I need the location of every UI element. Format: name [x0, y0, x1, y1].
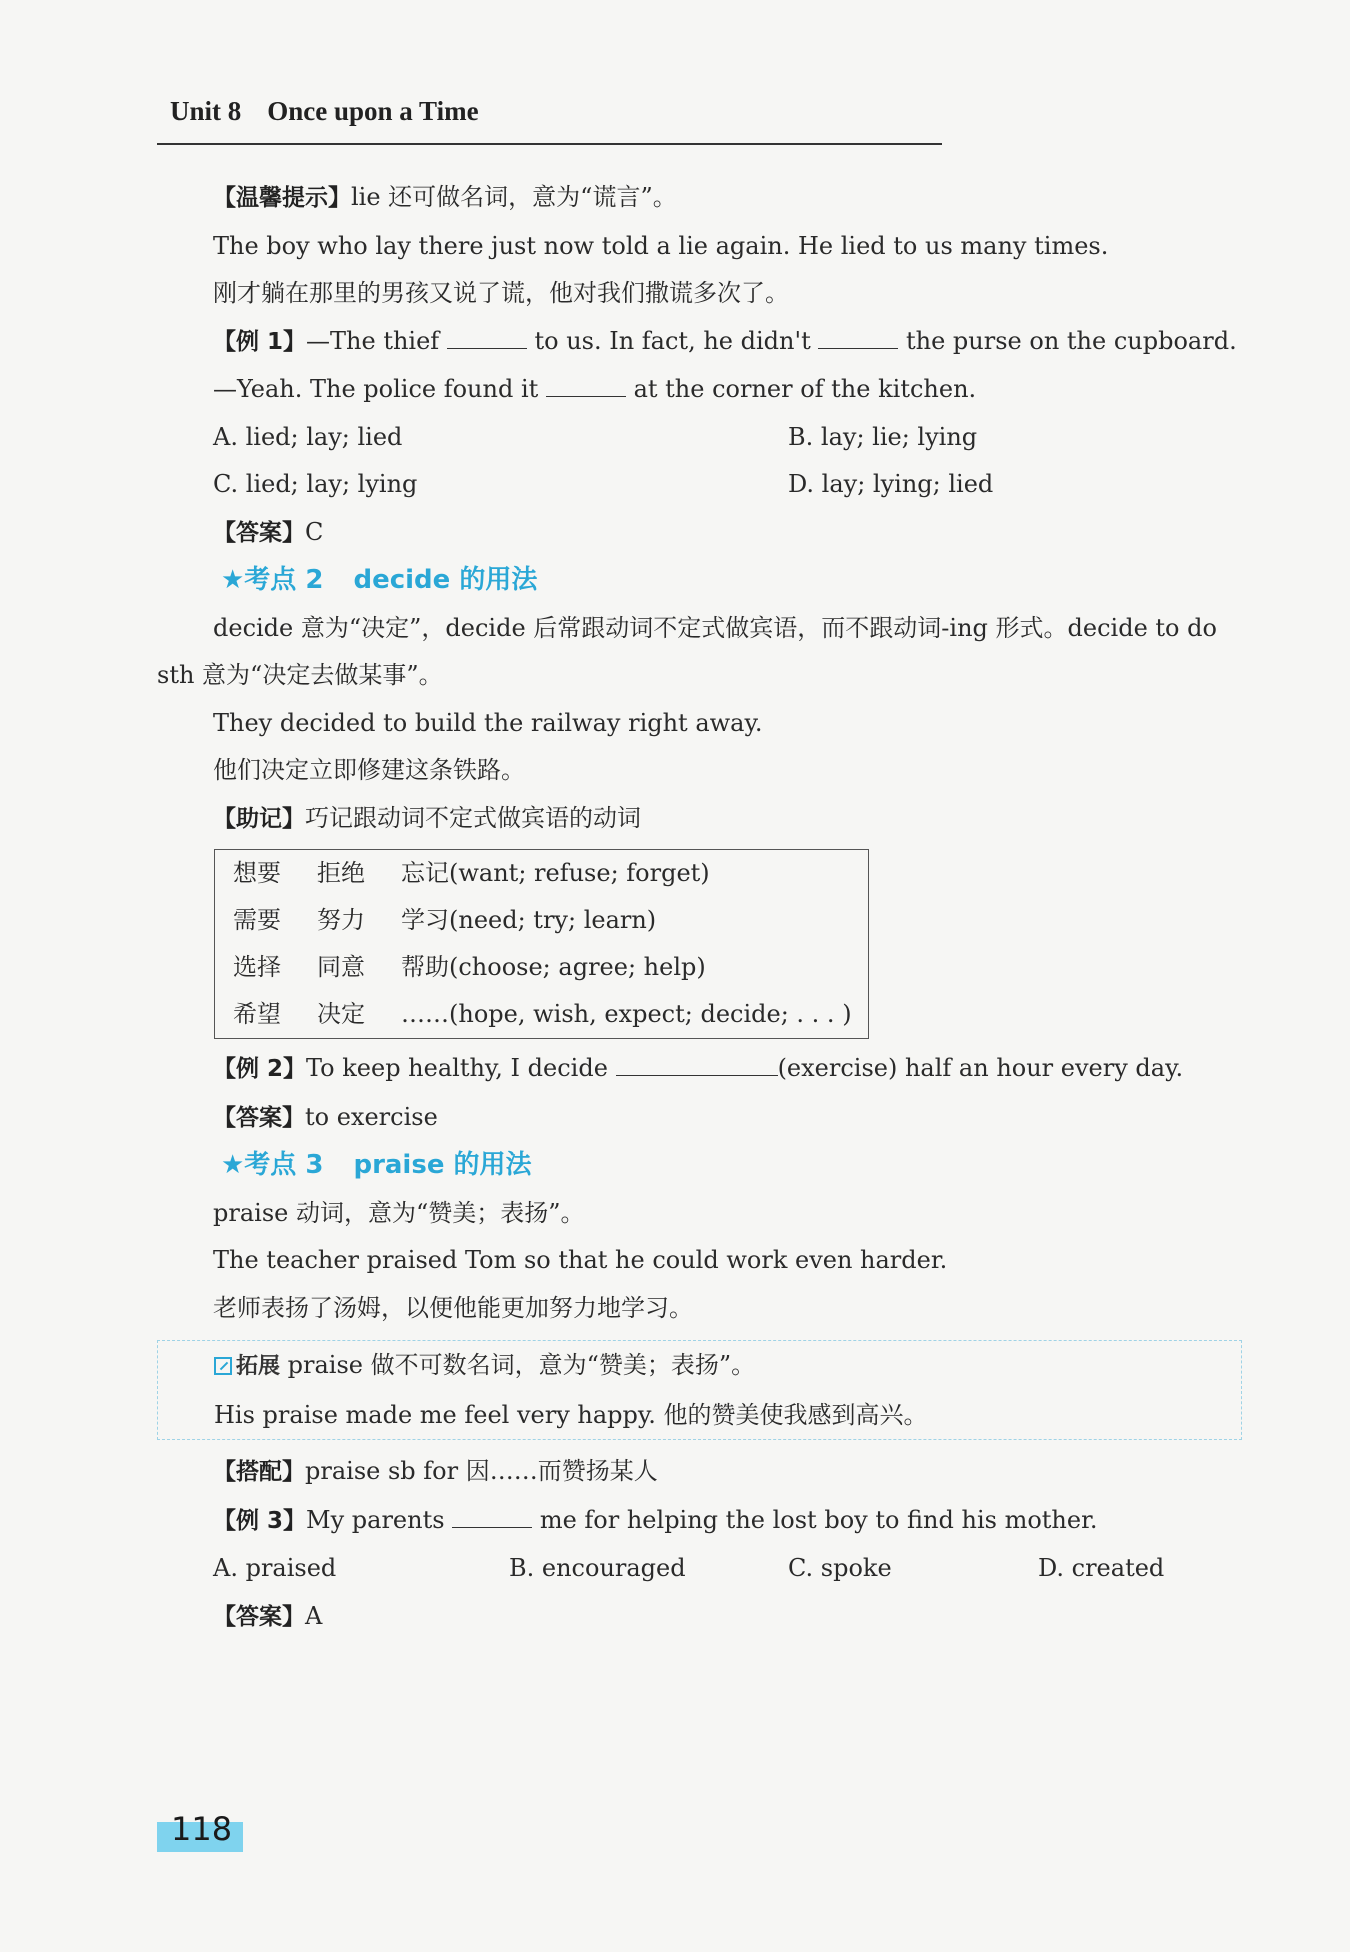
- ex1-q1-c: the purse on the cupboard.: [906, 326, 1237, 355]
- memo-rest: ……(hope, wish, expect; decide; . . . ): [401, 1000, 852, 1028]
- ex1-q1-b: to us. In fact, he didn't: [534, 326, 811, 355]
- ex3-option-c: C. spoke: [788, 1554, 892, 1582]
- ex1-options-row-1: [157, 414, 1247, 462]
- ex2-line: [157, 1045, 1247, 1094]
- page-number-badge: [157, 1810, 243, 1852]
- ex2-answer: [157, 1094, 1247, 1143]
- ext-text: praise 做不可数名词，意为“赞美；表扬”。: [287, 1351, 756, 1379]
- ex1-answer-tag: 【答案】: [213, 519, 305, 546]
- ex2-tag: 【例 2】: [213, 1056, 307, 1082]
- ex1-q2-b: at the corner of the kitchen.: [633, 375, 977, 403]
- ex3-blank[interactable]: [452, 1505, 532, 1528]
- memo-word: 想要: [233, 859, 281, 887]
- ex3-option-b: B. encouraged: [509, 1554, 686, 1582]
- kp3-desc: praise 动词，意为“赞美；表扬”。: [213, 1198, 585, 1227]
- ex2-q-b: (exercise) half an hour every day.: [777, 1054, 1184, 1082]
- ex1-answer-value: C: [305, 517, 324, 546]
- page-content: [157, 174, 1247, 1641]
- collocation-line: [157, 1448, 1247, 1497]
- memo-rest: 忘记(want; refuse; forget): [401, 859, 710, 887]
- page-header: [170, 96, 479, 127]
- tip-example-en: The boy who lay there just now told a lie again. He lied to us many times.: [213, 231, 1109, 260]
- extension-box: [157, 1340, 1242, 1440]
- ex1-option-b: B. lay; lie; lying: [788, 422, 978, 451]
- kp2-title: ★考点 2: [221, 565, 324, 595]
- header-rule: [157, 143, 942, 145]
- memo-text: 巧记跟动词不定式做宾语的动词: [305, 803, 641, 832]
- memo-word: 努力: [317, 906, 365, 934]
- ex3-option-d: D. created: [1038, 1554, 1165, 1582]
- ex1-blank-2[interactable]: [818, 326, 898, 349]
- ex1-blank-3[interactable]: [546, 374, 626, 397]
- memo-row: [233, 991, 868, 1038]
- page-number: 118: [171, 1810, 233, 1848]
- ex2-answer-tag: 【答案】: [213, 1104, 305, 1131]
- collocation-tag: 【搭配】: [213, 1459, 305, 1485]
- memo-word: 希望: [233, 1000, 281, 1028]
- ex3-answer-tag: 【答案】: [213, 1603, 305, 1630]
- ext-line: [214, 1341, 1241, 1391]
- unit-label: Unit 8: [170, 96, 242, 126]
- ex1-q2-a: —Yeah. The police found it: [213, 375, 539, 403]
- tip-example-cn: 刚才躺在那里的男孩又说了谎，他对我们撒谎多次了。: [213, 279, 789, 307]
- ex3-answer-value: A: [305, 1601, 323, 1630]
- ex3-option-a: A. praised: [213, 1554, 337, 1582]
- memo-word: 选择: [233, 953, 281, 981]
- ex1-blank-1[interactable]: [447, 326, 527, 349]
- ex2-blank[interactable]: [616, 1053, 778, 1076]
- kp2-heading: [157, 557, 1247, 605]
- ex2-answer-value: to exercise: [305, 1102, 438, 1131]
- ex1-line2: [157, 366, 1247, 414]
- ex1-option-a: A. lied; lay; lied: [213, 422, 403, 451]
- unit-title: Once upon a Time: [267, 96, 479, 126]
- tip-tag: 【温馨提示】: [213, 185, 351, 211]
- ex3-q-a: My parents: [306, 1505, 445, 1534]
- ex3-tag: 【例 3】: [213, 1507, 307, 1534]
- memo-word: 同意: [317, 953, 365, 981]
- ext-tag: 拓展: [236, 1354, 281, 1379]
- ext-example: His praise made me feel very happy. 他的赞美使我感到高兴。: [214, 1401, 928, 1429]
- kp2-example-en: They decided to build the railway right away.: [213, 708, 763, 737]
- ex1-line1: [157, 318, 1247, 367]
- kp3-title: ★考点 3: [221, 1150, 324, 1180]
- ex1-option-d: D. lay; lying; lied: [788, 470, 994, 498]
- ex1-answer: [157, 509, 1247, 558]
- memo-word: 需要: [233, 906, 281, 934]
- ex3-line: [157, 1497, 1247, 1546]
- kp3-topic: praise 的用法: [353, 1150, 532, 1180]
- kp2-example-cn: 他们决定立即修建这条铁路。: [213, 756, 525, 784]
- memo-word: 决定: [317, 1000, 365, 1028]
- ex1-option-c: C. lied; lay; lying: [213, 470, 418, 498]
- kp2-memo-line: [157, 795, 1247, 844]
- memo-word: 拒绝: [317, 859, 365, 887]
- memo-row: [233, 944, 868, 991]
- ex2-q-a: To keep healthy, I decide: [306, 1054, 608, 1082]
- ex1-options-row-2: [157, 461, 1247, 509]
- collocation-text: praise sb for 因……而赞扬某人: [305, 1457, 658, 1485]
- memo-box: [214, 849, 869, 1039]
- ex1-q1-a: —The thief: [306, 326, 440, 355]
- ex1-tag: 【例 1】: [213, 328, 307, 355]
- memo-rest: 学习(need; try; learn): [401, 906, 657, 934]
- ex3-q-b: me for helping the lost boy to find his mother.: [539, 1505, 1098, 1534]
- kp3-example-cn: 老师表扬了汤姆，以便他能更加努力地学习。: [213, 1293, 693, 1322]
- memo-row: [233, 850, 868, 897]
- tip-line: [157, 174, 1247, 223]
- kp3-example-en: The teacher praised Tom so that he could work even harder.: [213, 1246, 948, 1274]
- memo-tag: 【助记】: [213, 805, 305, 832]
- ex3-answer: [157, 1593, 1247, 1642]
- kp2-topic: decide 的用法: [353, 565, 538, 595]
- memo-row: [233, 897, 868, 944]
- expand-arrow-icon: [214, 1357, 232, 1375]
- kp3-heading: [157, 1142, 1247, 1190]
- tip-text: lie 还可做名词，意为“谎言”。: [351, 183, 677, 211]
- memo-rest: 帮助(choose; agree; help): [401, 953, 706, 981]
- kp2-desc: decide 意为“决定”，decide 后常跟动词不定式做宾语，而不跟动词-ing 形式。decide to do sth 意为“决定去做某事”。: [157, 613, 1217, 689]
- ex3-options: [157, 1545, 1247, 1593]
